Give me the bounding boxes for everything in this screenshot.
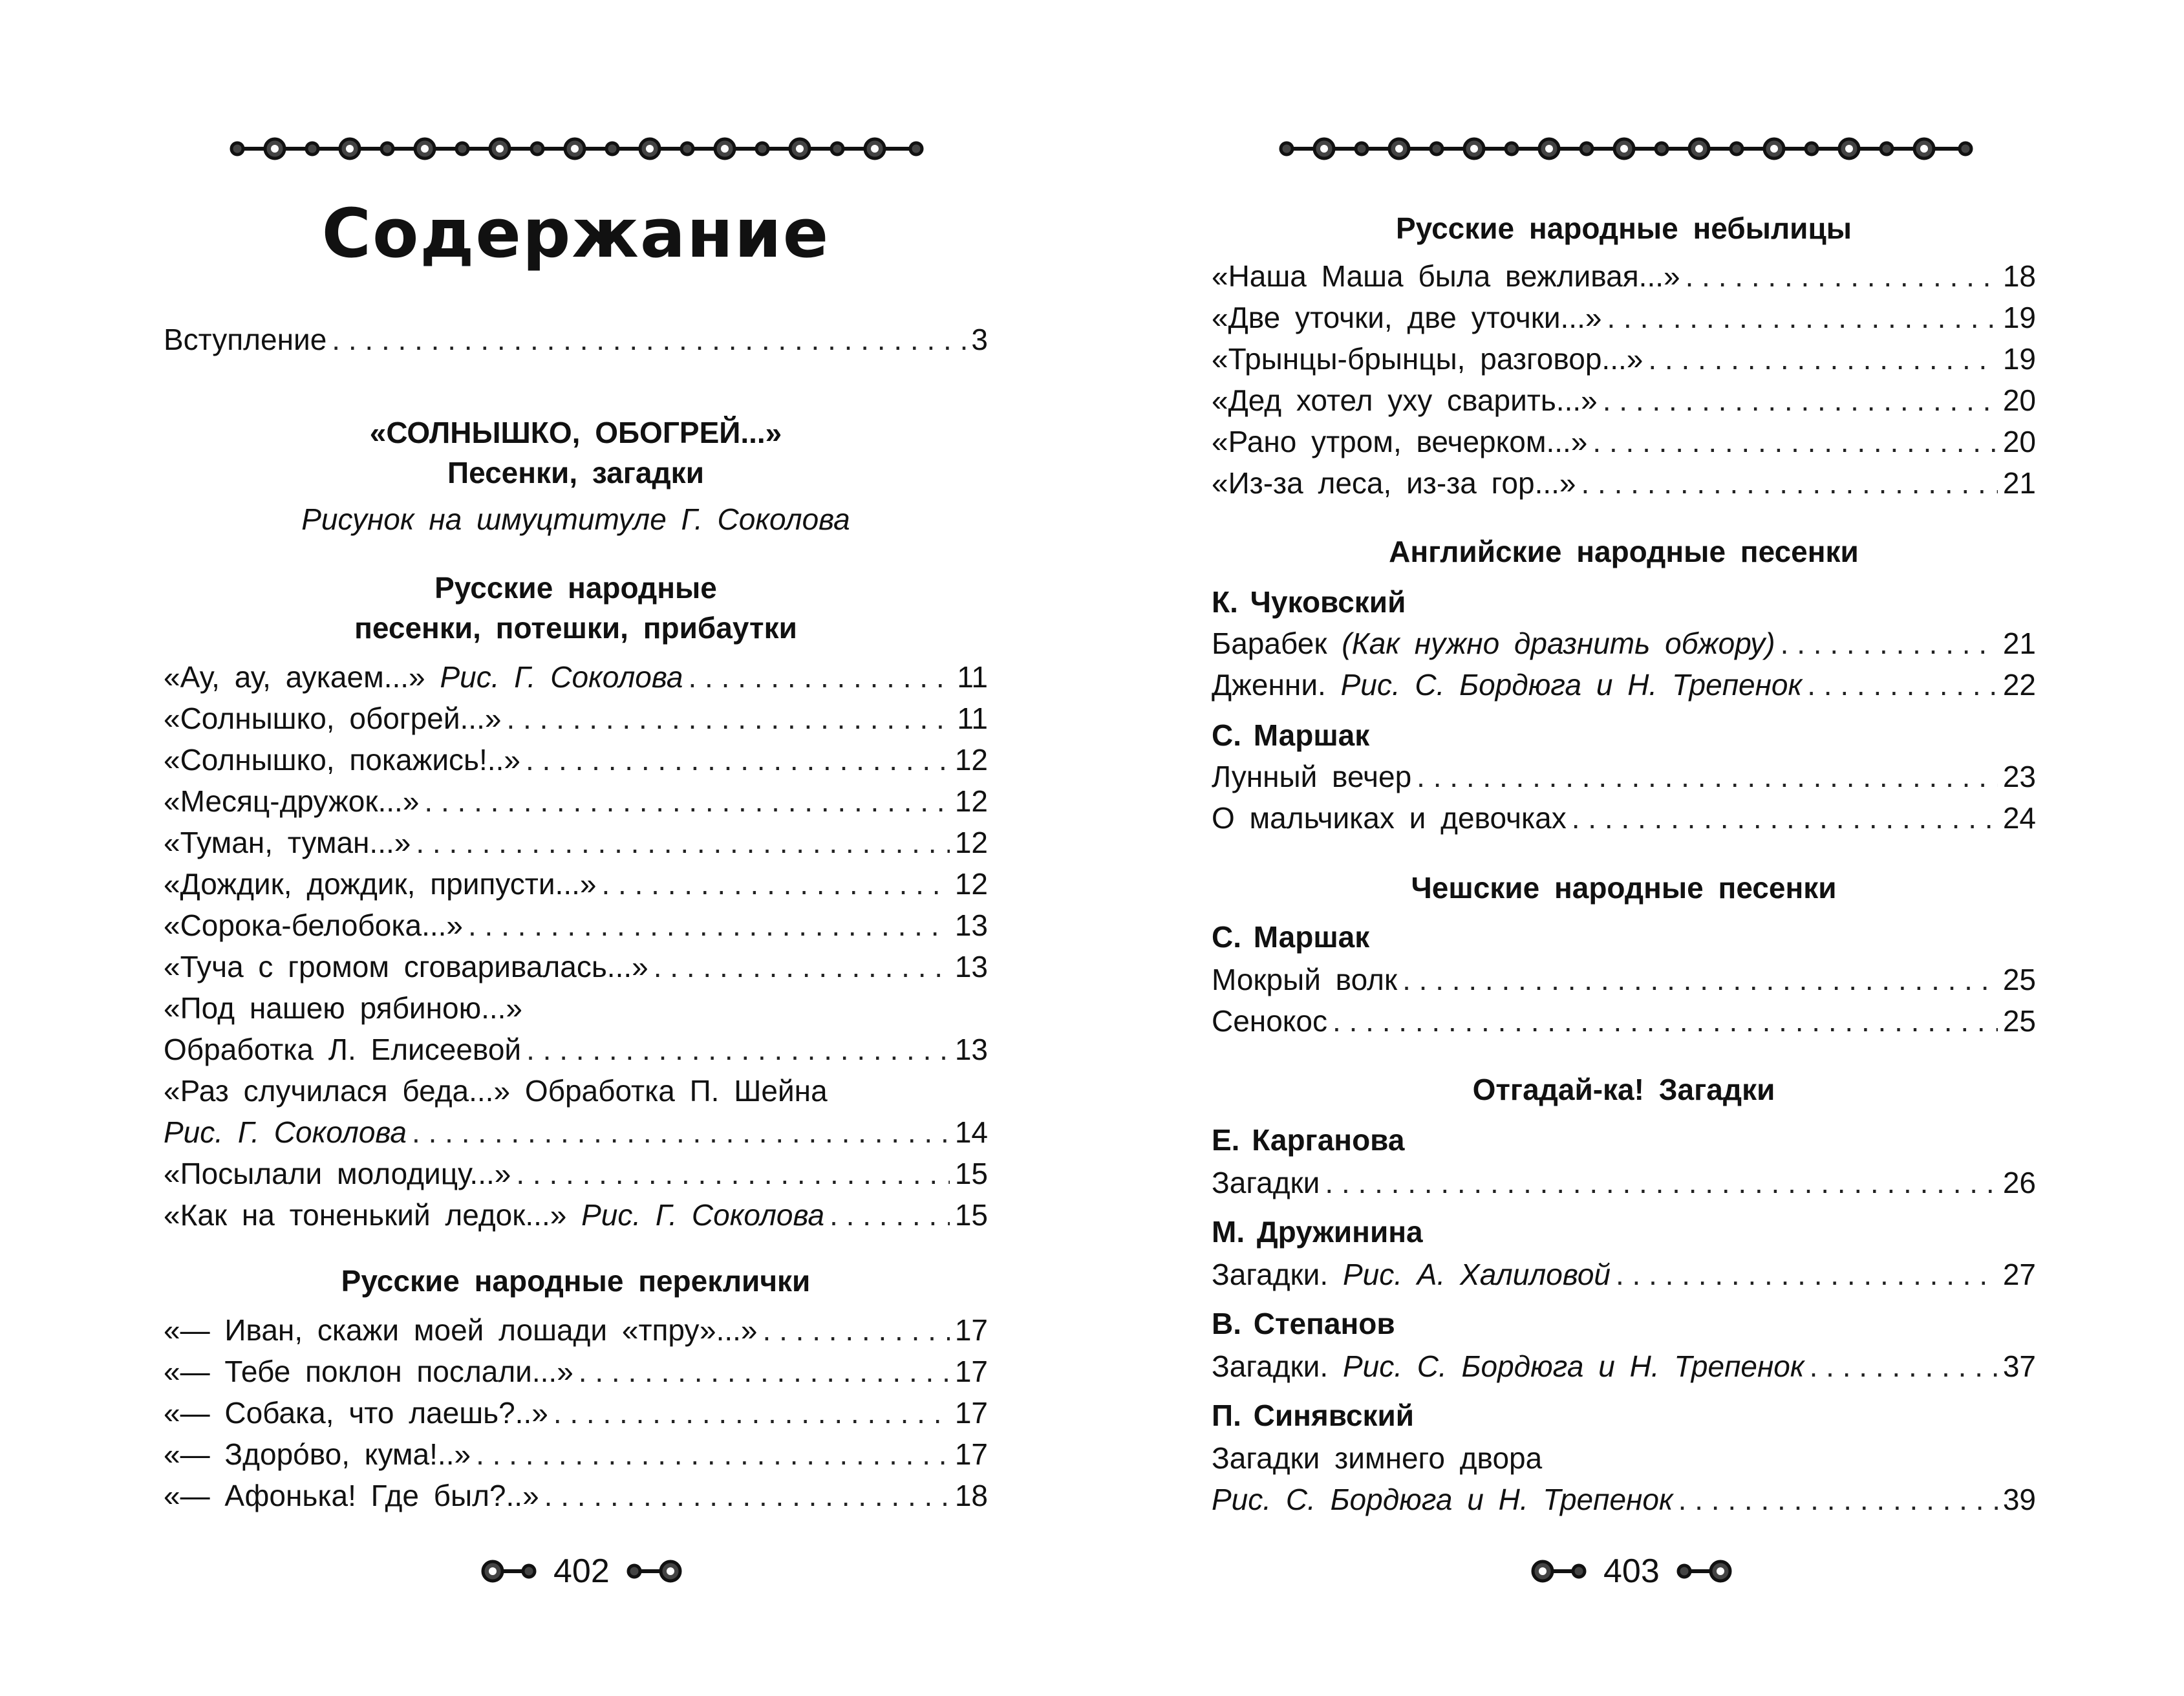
toc-entry[interactable]: «— Афонька! Где был?..» . . . 18 [164,1478,988,1519]
toc-entry[interactable]: Мокрый волк . . . 25 [1212,962,2036,1004]
section-heading: песенки, потешки, прибаутки [354,611,797,645]
toc-entry-line[interactable]: «Раз случилася беда...» Обработка П. Шейна [164,1074,828,1108]
toc-entry[interactable]: «Ау, ау, аукаем...» Рис. Г. Соколова . . . 11 [164,660,988,701]
dot-chain-icon [230,134,925,163]
section-heading: Русские народные [434,571,717,605]
toc-entry[interactable]: Вступление . . . 3 [164,322,988,363]
folio-ornament-icon [1528,1557,1587,1585]
section-subtitle: Песенки, загадки [447,456,704,489]
toc-entry[interactable]: «— Тебе поклон послали...» . . . 17 [164,1354,988,1395]
toc-entry[interactable]: Обработка Л. Елисеевой . . . 13 [164,1032,988,1073]
section-heading: Русские народные переклички [341,1264,811,1298]
right-page [1092,0,2184,1696]
dot-chain-ornament [1279,134,1974,163]
toc-entry[interactable]: «Дождик, дождик, припусти...» . . . 12 [164,866,988,908]
section-heading: Русские народные небылицы [1395,211,1852,245]
toc-entry[interactable]: О мальчиках и девочках . . . 24 [1212,800,2036,842]
toc-entry[interactable]: Барабек (Как нужно дразнить обжору) . . . 21 [1212,626,2036,667]
toc-entry[interactable]: «Из-за леса, из-за гор...» . . . 21 [1212,466,2036,507]
toc-entry[interactable]: «Туча с громом сговаривалась...» . . . 13 [164,949,988,991]
author-name: Е. Карганова [1212,1123,1405,1157]
toc-entry[interactable]: «— Собака, что лаешь?..» . . . 17 [164,1395,988,1437]
folio-ornament-icon [626,1557,685,1585]
dot-chain-ornament [230,134,925,163]
toc-entry[interactable]: Дженни. Рис. С. Бордюга и Н. Трепенок . . . 22 [1212,667,2036,709]
toc-entry-line[interactable]: «Под нашею рябиною...» [164,991,523,1025]
toc-entry[interactable]: Лунный вечер . . . 23 [1212,759,2036,800]
toc-entry[interactable]: Рис. Г. Соколова . . . 14 [164,1115,988,1156]
section-heading: Отгадай-ка! Загадки [1472,1073,1775,1106]
toc-entry[interactable]: Загадки. Рис. С. Бордюга и Н. Трепенок . . . 37 [1212,1349,2036,1390]
page-number: 402 [553,1552,610,1590]
toc-entry[interactable]: «Наша Маша была вежливая...» . . . 18 [1212,259,2036,300]
toc-entry-line[interactable]: Загадки зимнего двора [1212,1441,1543,1475]
toc-entry[interactable]: «Солнышко, покажись!..» . . . 12 [164,742,988,784]
page-number: 403 [1603,1552,1660,1590]
toc-entry[interactable]: Рис. С. Бордюга и Н. Трепенок . . . 39 [1212,1482,2036,1523]
toc-entry[interactable]: Сенокос . . . 25 [1212,1004,2036,1045]
section-heading: Чешские народные песенки [1411,871,1837,905]
folio-ornament-icon [1676,1557,1735,1585]
toc-entry[interactable]: «— Иван, скажи моей лошади «тпру»...» . . . 17 [164,1313,988,1354]
folio-ornament-icon [478,1557,537,1585]
toc-entry[interactable]: «Как на тоненький ледок...» Рис. Г. Соколова . . . 15 [164,1197,988,1239]
author-name: В. Степанов [1212,1307,1395,1340]
toc-entry[interactable]: Загадки . . . 26 [1212,1165,2036,1207]
toc-entry[interactable]: «Сорока-белобока...» . . . 13 [164,908,988,949]
dot-chain-icon [1279,134,1974,163]
toc-entry[interactable]: «Трынцы-брынцы, разговор...» . . . 19 [1212,341,2036,383]
section-title: «СОЛНЫШКО, ОБОГРЕЙ...» [369,416,782,449]
author-name: С. Маршак [1212,718,1370,752]
toc-entry[interactable]: «Посылали молодицу...» . . . 15 [164,1156,988,1197]
toc-entry[interactable]: «Туман, туман...» . . . 12 [164,825,988,866]
toc-entry[interactable]: «Дед хотел уху сварить...» . . . 20 [1212,383,2036,424]
toc-entry[interactable]: «Солнышко, обогрей...» . . . 11 [164,701,988,742]
author-name: М. Дружинина [1212,1215,1423,1249]
toc-entry[interactable]: «Рано утром, вечерком...» . . . 20 [1212,424,2036,466]
page-number-footer [1528,1552,1735,1591]
page-number-footer [478,1552,685,1591]
author-name: К. Чуковский [1212,585,1406,619]
section-credit: Рисунок на шмуцтитуле Г. Соколова [301,502,850,536]
page-title: Содержание [321,194,830,273]
section-heading: Английские народные песенки [1389,535,1859,568]
author-name: П. Синявский [1212,1399,1415,1432]
toc-entry[interactable]: «Месяц-дружок...» . . . 12 [164,784,988,825]
toc-entry[interactable]: Загадки. Рис. А. Халиловой . . . 27 [1212,1257,2036,1298]
toc-entry[interactable]: «Две уточки, две уточки...» . . . 19 [1212,300,2036,341]
toc-entry[interactable]: «— Здоро́во, кума!..» . . . 17 [164,1437,988,1478]
author-name: С. Маршак [1212,920,1370,954]
